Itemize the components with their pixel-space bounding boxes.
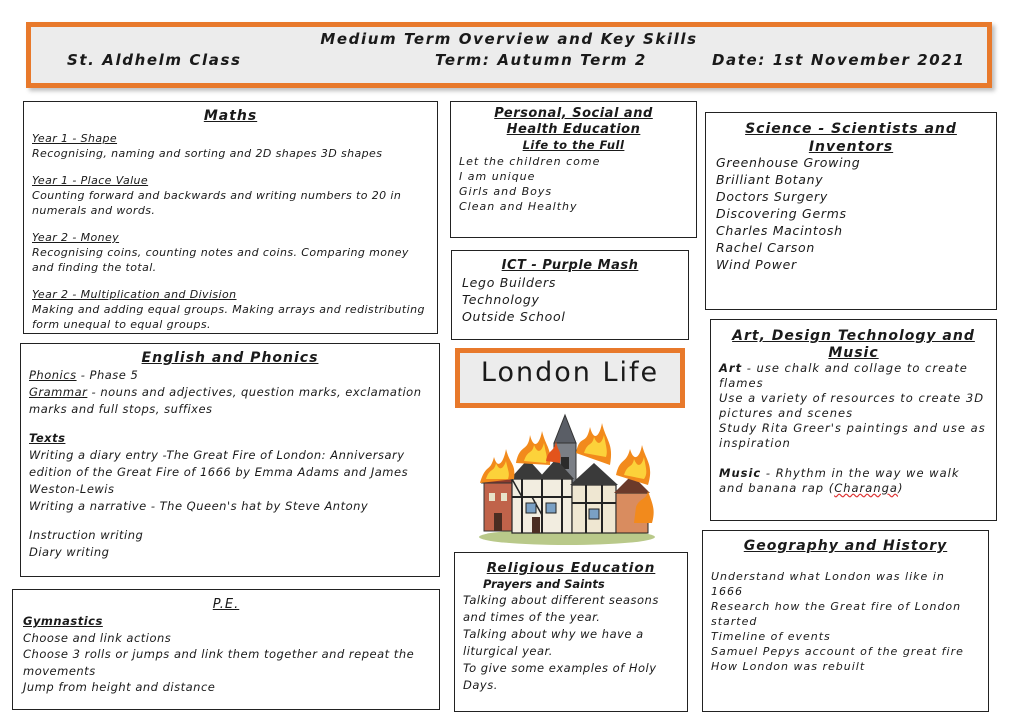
grammar-label: Grammar <box>29 385 88 399</box>
pshe-box <box>450 101 697 238</box>
texts-label: Texts <box>29 431 66 445</box>
ict-box <box>451 250 689 340</box>
topic-banner <box>455 348 685 408</box>
maths-heading: Year 1 - Shape <box>32 132 118 145</box>
phonics-text: - Phase 5 <box>76 368 139 382</box>
english-title: English and Phonics <box>141 350 319 366</box>
list-item: Choose and link actions <box>23 630 172 645</box>
re-box <box>454 552 688 712</box>
list-item: Talking about different seasons and times of the year. <box>463 593 659 624</box>
list-item: Brilliant Botany <box>716 172 824 187</box>
list-item: Charles Macintosh <box>716 223 843 238</box>
re-subtitle: Prayers and Saints <box>483 577 605 591</box>
list-item: Lego Builders <box>462 275 557 290</box>
phonics-line <box>29 367 431 384</box>
text-item: Diary writing <box>29 545 110 559</box>
maths-heading: Year 2 - Money <box>32 231 120 244</box>
pshe-title-line1: Personal, Social and <box>494 106 653 121</box>
text-item: Instruction writing <box>29 528 144 542</box>
header-banner <box>26 22 992 88</box>
spacer <box>29 418 431 430</box>
list-item: Outside School <box>462 309 566 324</box>
grammar-line <box>29 384 431 418</box>
pshe-title-line2: Health Education <box>506 122 641 137</box>
list-item: Girls and Boys <box>459 185 553 198</box>
art-content <box>719 361 988 496</box>
topic-title: London Life <box>480 357 660 388</box>
art-title-line2: Music <box>828 345 879 361</box>
pshe-subtitle: Life to the Full <box>522 138 625 152</box>
maths-title: Maths <box>203 108 258 124</box>
list-item: Jump from height and distance <box>23 680 216 694</box>
art-box <box>710 319 997 521</box>
pe-subheading: Gymnastics <box>23 614 103 628</box>
art-label: Art <box>719 361 743 375</box>
maths-section <box>32 173 429 218</box>
maths-text: Counting forward and backwards and writing numbers to 20 in numerals and words. <box>32 189 402 217</box>
art-title-line1: Art, Design Technology and <box>732 328 975 344</box>
date-label: Date: 1st November 2021 <box>712 51 966 69</box>
list-item: I am unique <box>459 170 536 183</box>
geography-history-list <box>711 569 980 674</box>
science-box <box>705 112 997 310</box>
text-item: Writing a diary entry -The Great Fire of London: Anniversary edition of the Great Fire of 1666 by Emma Adams and James Weston-Lewis <box>29 448 409 496</box>
class-name: St. Aldhelm Class <box>67 51 242 69</box>
science-title-line2: Inventors <box>808 139 894 155</box>
music-close: ) <box>897 481 904 495</box>
geography-history-title: Geography and History <box>743 538 948 554</box>
page-title: Medium Term Overview and Key Skills <box>320 30 698 48</box>
re-list <box>463 592 679 694</box>
list-item: Clean and Healthy <box>459 200 578 213</box>
list-item: Samuel Pepys account of the great fire <box>711 645 964 658</box>
maths-section <box>32 131 429 161</box>
maths-text: Recognising, naming and sorting and 2D shapes 3D shapes <box>32 147 383 160</box>
pe-title: P.E. <box>212 597 240 612</box>
pe-content <box>23 613 429 696</box>
list-item: Rachel Carson <box>716 240 815 255</box>
list-item: To give some examples of Holy Days. <box>463 661 657 692</box>
maths-heading: Year 2 - Multiplication and Division <box>32 288 237 301</box>
science-title-line1: Science - Scientists and <box>745 121 957 137</box>
art-line: Use a variety of resources to create 3D pictures and scenes <box>719 391 985 420</box>
spacer <box>719 451 988 466</box>
list-item: Wind Power <box>716 257 797 272</box>
text-item: Writing a narrative - The Queen's hat by Steve Antony <box>29 499 369 513</box>
music-label: Music <box>719 466 762 480</box>
list-item: Doctors Surgery <box>716 189 828 204</box>
geography-history-box <box>702 530 989 712</box>
science-list <box>716 154 986 273</box>
phonics-label: Phonics <box>29 368 77 382</box>
great-fire-of-london-illustration <box>476 413 658 545</box>
music-link: Charanga <box>834 481 898 495</box>
list-item: Let the children come <box>459 155 601 168</box>
list-item: Greenhouse Growing <box>716 155 861 170</box>
term-label: Term: Autumn Term 2 <box>435 51 647 69</box>
maths-section <box>32 287 429 332</box>
list-item: Choose 3 rolls or jumps and link them together and repeat the movements <box>23 647 415 678</box>
re-title: Religious Education <box>486 560 656 576</box>
maths-heading: Year 1 - Place Value <box>32 174 149 187</box>
list-item: Research how the Great fire of London started <box>711 600 962 628</box>
ict-list <box>462 274 678 325</box>
list-item: Understand what London was like in 1666 <box>711 570 945 598</box>
list-item: How London was rebuilt <box>711 660 866 673</box>
maths-text: Making and adding equal groups. Making arrays and redistributing form unequal to equal groups. <box>32 303 425 331</box>
english-box <box>20 343 440 577</box>
spacer <box>29 515 431 527</box>
music-line <box>719 466 988 496</box>
ict-title: ICT - Purple Mash <box>501 258 639 273</box>
art-line <box>719 361 988 391</box>
pshe-list <box>459 154 688 214</box>
english-content <box>29 367 431 561</box>
maths-box <box>23 101 438 334</box>
art-text: - use chalk and collage to create flames <box>719 361 968 390</box>
list-item: Discovering Germs <box>716 206 847 221</box>
list-item: Technology <box>462 292 540 307</box>
list-item: Timeline of events <box>711 630 831 643</box>
maths-section <box>32 230 429 275</box>
music-text: - Rhythm in the way we walk and banana rap ( <box>719 466 960 495</box>
list-item: Talking about why we have a liturgical year. <box>463 627 644 658</box>
art-line: Study Rita Greer's paintings and use as inspiration <box>719 421 986 450</box>
pe-box <box>12 589 440 710</box>
maths-text: Recognising coins, counting notes and coins. Comparing money and finding the total. <box>32 246 409 274</box>
grammar-text: - nouns and adjectives, question marks, exclamation marks and full stops, suffixes <box>29 385 422 416</box>
